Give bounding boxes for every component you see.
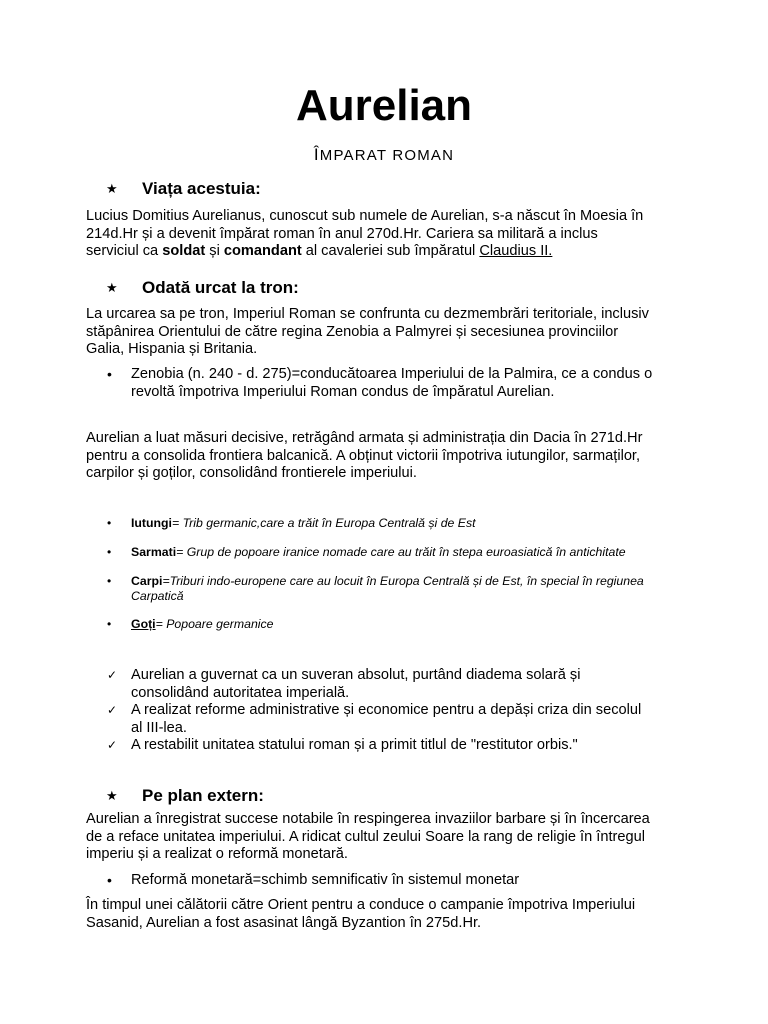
list-line: al III-lea. (131, 719, 187, 736)
checkmark-icon: ✓ (107, 738, 118, 752)
check-item-text (131, 667, 580, 702)
paragraph-line (86, 243, 686, 261)
list-item-text (131, 574, 691, 603)
checkmark-icon: ✓ (107, 668, 118, 682)
term-name: Carpi (131, 574, 163, 588)
paragraph-line: În timpul unei călătorii către Orient pentru a conduce o campanie împotriva Imperiului (86, 897, 636, 913)
paragraph-line: Lucius Domitius Aurelianus, cunoscut sub numele de Aurelian, s-a născut în Moesia în (86, 208, 644, 224)
text-run: și (205, 243, 224, 259)
list-line: Zenobia (n. 240 - d. 275)=conducătoarea Imperiului de la Palmira, ce a condus o (131, 366, 653, 382)
term-name: Iutungi (131, 516, 172, 530)
paragraph-dacia (86, 430, 686, 483)
paragraph-line: imperiu și a realizat o reformă monetară. (86, 846, 348, 862)
subtitle-initial: Î (313, 145, 320, 164)
bullet-dot-icon: • (107, 872, 112, 888)
paragraph-line: de a reface unitatea imperiului. A ridicat cultul zeului Soare la rang de religie în întregul (86, 828, 645, 845)
page-title: Aurelian (295, 81, 473, 130)
paragraph-line: Aurelian a luat măsuri decisive, retrăgând armata și administrația din Dacia în 271d.Hr (86, 430, 643, 446)
bold-soldat: soldat (162, 243, 206, 259)
list-item-text (131, 545, 691, 560)
list-item-text (131, 516, 691, 531)
star-icon: ★ (106, 788, 118, 803)
list-item-text (131, 617, 691, 632)
paragraph-line: pentru a consolida frontiera balcanică. A obținut victorii împotriva iutungilor, sarmaților, (86, 447, 641, 464)
term-definition: =Triburi indo-europene care au locuit în Europa Centrală și de Est, în special în regiunea (162, 574, 644, 588)
paragraph-line: La urcarea sa pe tron, Imperiul Roman se confrunta cu dezmembrări teritoriale, inclusiv (86, 306, 649, 322)
check-item-text (131, 702, 641, 737)
star-icon: ★ (106, 280, 118, 295)
list-line: revoltă împotriva Imperiului Roman condus de împăratul Aurelian. (131, 383, 555, 400)
heading-tron-text: Odată urcat la tron: (142, 278, 299, 297)
check-item-text (131, 737, 578, 755)
paragraph-tron (86, 306, 686, 359)
list-line: A restabilit unitatea statului roman și a primit titlul de "restitutor orbis." (131, 737, 578, 753)
paragraph-line: 214d.Hr și a devenit împărat roman în anul 270d.Hr. Cariera sa militară a inclus (86, 225, 598, 242)
term-name: Sarmati (131, 545, 177, 559)
term-name: Goți (131, 617, 156, 631)
paragraph-line: Aurelian a înregistrat succese notabile în respingerea invaziilor barbare și în încercarea (86, 811, 650, 827)
term-definition: Carpatică (131, 588, 184, 603)
heading-extern-text: Pe plan extern: (142, 786, 264, 805)
bullet-dot-icon: • (107, 545, 112, 559)
bullet-dot-icon: • (107, 516, 112, 530)
checkmark-icon: ✓ (107, 703, 118, 717)
list-line: A realizat reforme administrative și economice pentru a depăși criza din secolul (131, 702, 642, 718)
paragraph-line: Sasanid, Aurelian a fost asasinat lângă Byzantion în 275d.Hr. (86, 914, 482, 931)
list-line: Aurelian a guvernat ca un suveran absolut, purtând diadema solară și (131, 667, 581, 683)
bullet-dot-icon: • (107, 617, 112, 631)
term-definition: = Grup de popoare iranice nomade care au trăit în stepa euroasiatică în antichitate (176, 545, 626, 559)
term-definition: = Popoare germanice (155, 617, 274, 631)
subtitle-rest: MPARAT ROMAN (319, 147, 455, 164)
list-line: consolidând autoritatea imperială. (131, 684, 350, 701)
text-run: al cavaleriei sub împăratul (301, 243, 480, 259)
link-claudius[interactable]: Claudius II. (479, 243, 553, 259)
text-run: serviciul ca (86, 243, 163, 259)
bold-comandant: comandant (223, 243, 302, 259)
list-item-text: Reformă monetară=schimb semnificativ în sistemul monetar (131, 872, 520, 888)
paragraph-line: stăpânirea Orientului de către regina Zenobia a Palmyrei și secesiunea provinciilor (86, 323, 619, 340)
star-icon: ★ (106, 181, 118, 196)
paragraph-asasinat (86, 897, 686, 932)
paragraph-extern (86, 811, 686, 864)
paragraph-line: carpilor și goților, consolidând frontierele imperiului. (86, 465, 417, 481)
paragraph-line: Galia, Hispania și Britania. (86, 341, 258, 357)
paragraph-viata (86, 208, 686, 261)
heading-viata-text: Viața acestuia: (142, 179, 261, 198)
list-item-text (131, 366, 652, 401)
bullet-dot-icon: • (107, 366, 112, 382)
term-definition: = Trib germanic,care a trăit în Europa Centrală și de Est (171, 516, 476, 530)
bullet-dot-icon: • (107, 574, 112, 588)
page-subtitle (0, 146, 768, 165)
